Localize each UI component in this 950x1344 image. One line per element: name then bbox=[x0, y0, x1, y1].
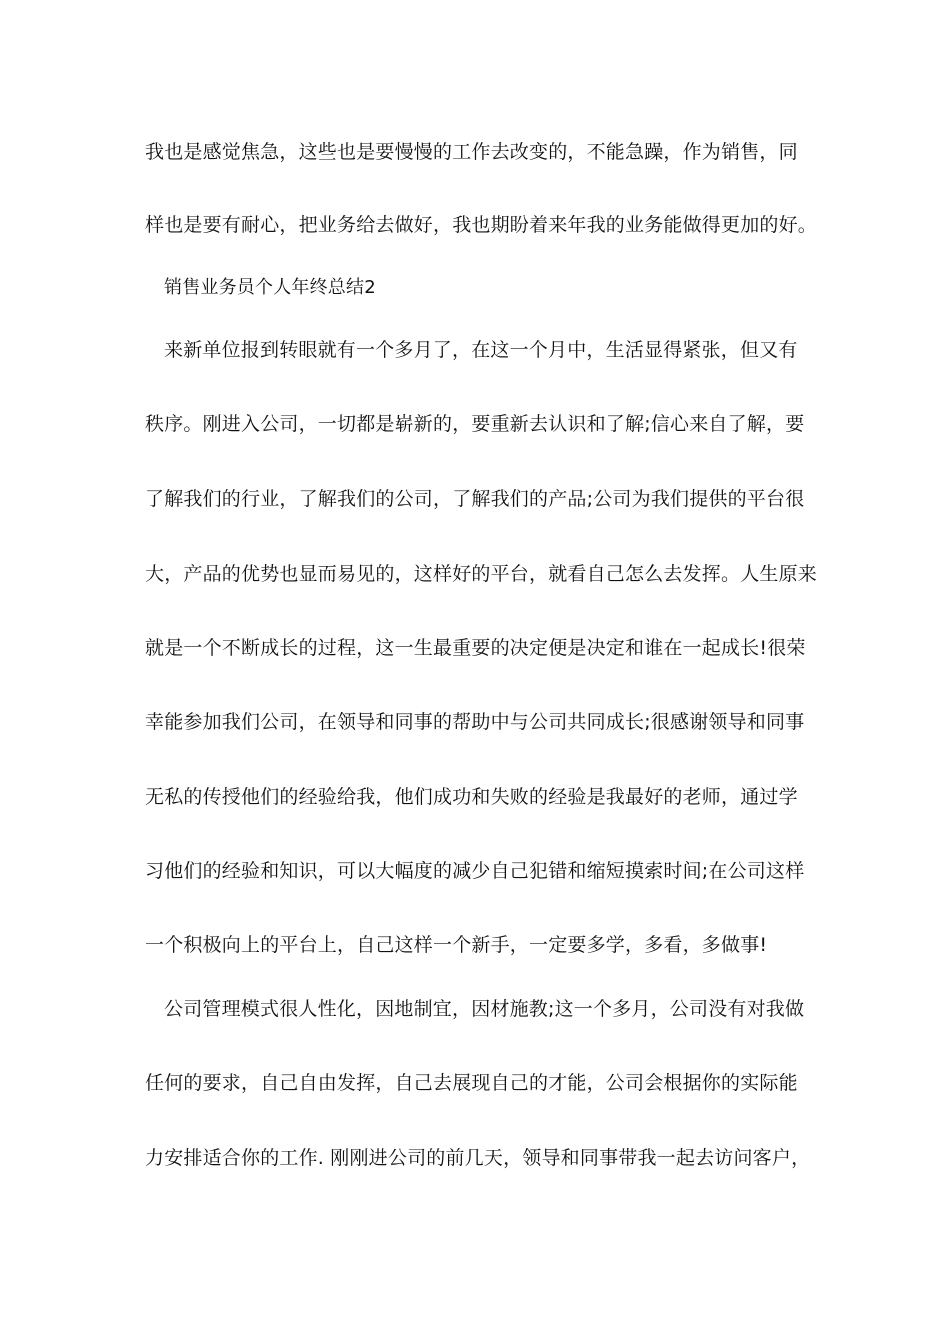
section-heading: 销售业务员个人年终总结2 bbox=[164, 277, 376, 298]
paragraph-line: 力安排适合你的工作. 刚刚进公司的前几天，领导和同事带我一起去访问客户， bbox=[145, 1147, 811, 1169]
paragraph-line: 习他们的经验和知识，可以大幅度的减少自己犯错和缩短摸索时间;在公司这样 bbox=[145, 860, 805, 882]
paragraph-line: 就是一个不断成长的过程，这一生最重要的决定便是决定和谁在一起成长!很荣 bbox=[145, 637, 806, 659]
paragraph-line: 幸能参加我们公司，在领导和同事的帮助中与公司共同成长;很感谢领导和同事 bbox=[145, 711, 805, 733]
paragraph-line: 任何的要求，自己自由发挥，自己去展现自己的才能，公司会根据你的实际能 bbox=[145, 1072, 798, 1094]
paragraph-line: 大，产品的优势也显而易见的，这样好的平台，就看自己怎么去发挥。人生原来 bbox=[145, 563, 818, 585]
paragraph-line: 公司管理模式很人性化，因地制宜，因材施教;这一个多月，公司没有对我做 bbox=[164, 998, 805, 1020]
paragraph-line: 一个积极向上的平台上，自己这样一个新手，一定要多学，多看，多做事! bbox=[145, 934, 768, 956]
paragraph-line: 我也是感觉焦急，这些也是要慢慢的工作去改变的，不能急躁，作为销售，同 bbox=[145, 141, 798, 163]
paragraph-line: 秩序。刚进入公司，一切都是崭新的，要重新去认识和了解;信心来自了解，要 bbox=[145, 413, 805, 435]
paragraph-line: 样也是要有耐心，把业务给去做好，我也期盼着来年我的业务能做得更加的好。 bbox=[145, 214, 818, 236]
paragraph-line: 无私的传授他们的经验给我，他们成功和失败的经验是我最好的老师，通过学 bbox=[145, 786, 798, 808]
paragraph-line: 了解我们的行业，了解我们的公司，了解我们的产品;公司为我们提供的平台很 bbox=[145, 488, 805, 510]
paragraph-line: 来新单位报到转眼就有一个多月了，在这一个月中，生活显得紧张，但又有 bbox=[164, 339, 798, 361]
